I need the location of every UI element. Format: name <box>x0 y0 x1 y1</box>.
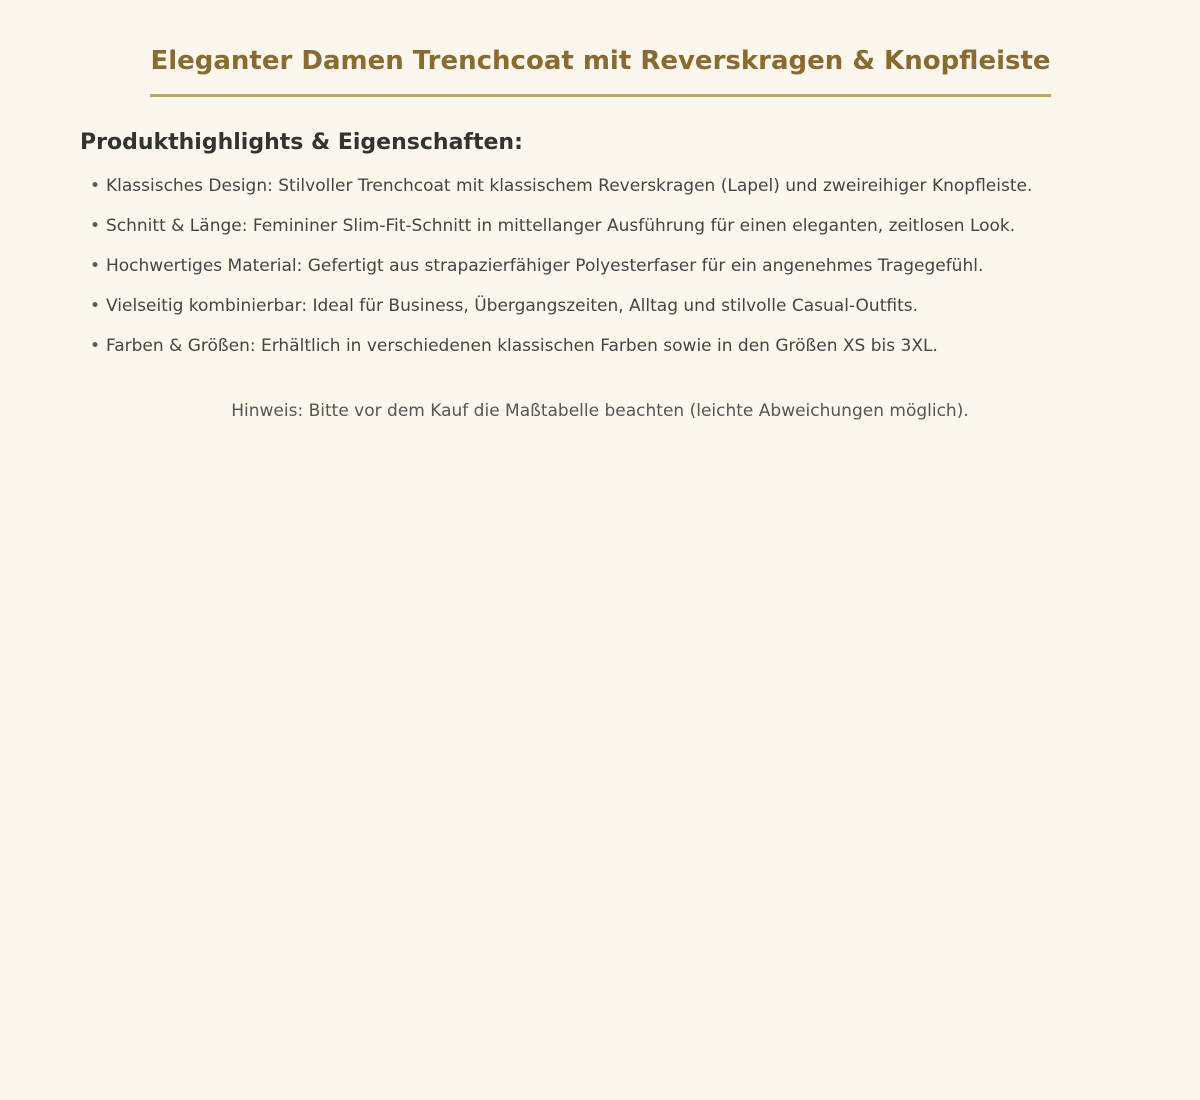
highlight-item-colors-sizes <box>90 332 1032 372</box>
bullet-icon: • <box>90 256 101 276</box>
product-title: Eleganter Damen Trenchcoat mit Reverskragen & Knopfleiste <box>150 46 1051 76</box>
highlight-text: Klassisches Design: Stilvoller Trenchcoat mit klassischem Reverskragen (Lapel) und zweireihiger Knopfleiste. <box>106 176 1033 196</box>
highlight-item-design <box>90 172 1032 212</box>
bullet-icon: • <box>90 216 101 236</box>
bullet-icon: • <box>90 336 101 356</box>
highlight-text: Hochwertiges Material: Gefertigt aus strapazierfähiger Polyesterfaser für ein angenehmes Tragegefühl. <box>106 256 984 276</box>
highlight-text: Schnitt & Länge: Femininer Slim-Fit-Schnitt in mittellanger Ausführung für einen eleganten, zeitlosen Look. <box>106 216 1016 236</box>
highlight-text: Vielseitig kombinierbar: Ideal für Business, Übergangszeiten, Alltag und stilvolle Casual-Outfits. <box>106 296 918 316</box>
bullet-icon: • <box>90 176 101 196</box>
highlight-item-material <box>90 252 1032 292</box>
title-divider <box>150 94 1051 97</box>
highlights-heading: Produkthighlights & Eigenschaften: <box>80 130 523 155</box>
highlight-text: Farben & Größen: Erhältlich in verschiedenen klassischen Farben sowie in den Größen XS bis 3XL. <box>106 336 938 356</box>
highlight-item-versatility <box>90 292 1032 332</box>
highlight-item-fit <box>90 212 1032 252</box>
bullet-icon: • <box>90 296 101 316</box>
title-container <box>150 42 1051 80</box>
highlights-list <box>90 172 1032 372</box>
size-chart-note: Hinweis: Bitte vor dem Kauf die Maßtabelle beachten (leichte Abweichungen möglich). <box>231 401 969 421</box>
